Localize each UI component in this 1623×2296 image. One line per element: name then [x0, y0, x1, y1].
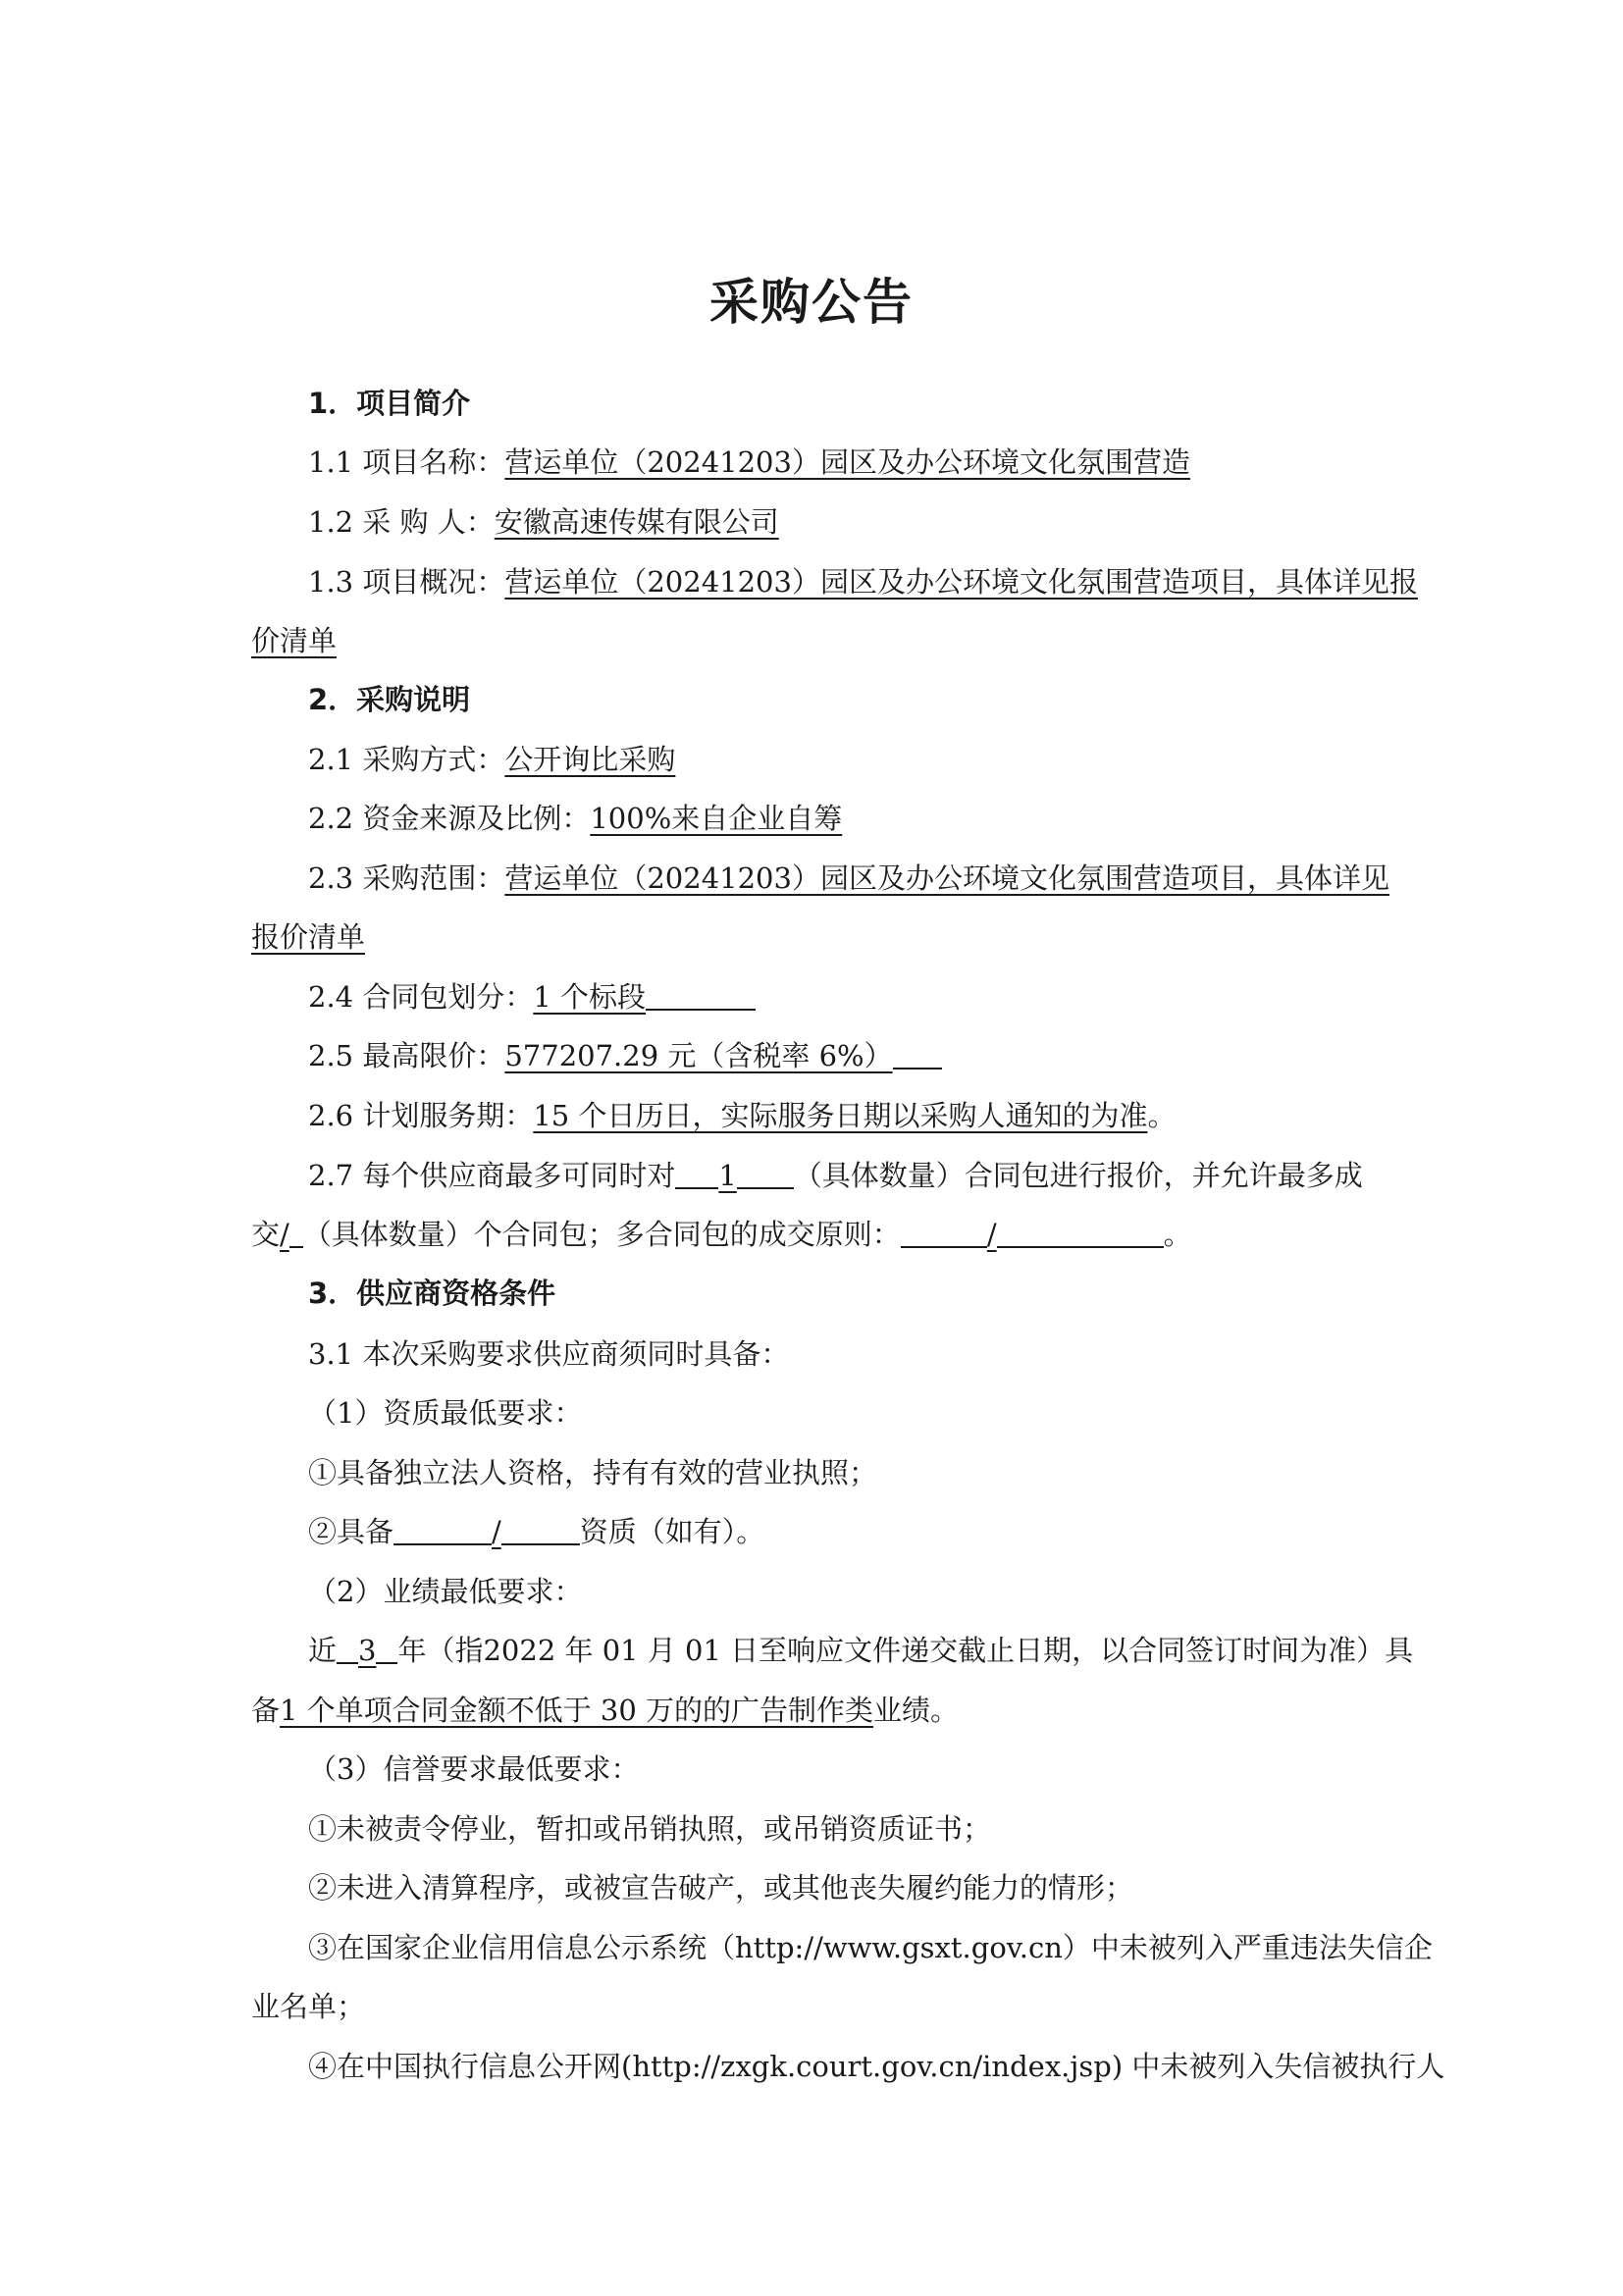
item-1-2-label: 1.2 采 购 人：	[308, 505, 495, 539]
item-1-3-continued	[251, 623, 337, 658]
item-1-1-label: 1.1 项目名称：	[308, 445, 505, 479]
item-2-2-label: 2.2 资金来源及比例：	[308, 802, 591, 835]
item-2-3-continued	[251, 919, 365, 955]
requirement-2-b-prefix: 备	[251, 1694, 281, 1727]
item-2-7-text-e: （具体数量）个合同包；多合同包的成交原则：	[302, 1218, 901, 1251]
procurement-scope-value-b: 报价清单	[251, 920, 366, 954]
blank-underline	[393, 1516, 492, 1545]
requirement-1-heading: （1）资质最低要求：	[308, 1396, 583, 1430]
blank-underline	[501, 1516, 580, 1545]
requirement-3-a: ①未被责令停业，暂扣或吊销执照，或吊销资质证书；	[308, 1812, 992, 1846]
requirement-2-heading: （2）业绩最低要求：	[308, 1575, 583, 1608]
blank-underline	[901, 1219, 987, 1248]
max-bid-packages-value: 1	[718, 1159, 737, 1192]
requirement-1-b-suffix: 资质（如有）。	[579, 1515, 765, 1548]
item-1-3	[308, 564, 1418, 600]
contract-package-value: 1 个标段	[533, 980, 647, 1014]
award-principle-value: /	[986, 1218, 997, 1251]
service-period-value: 15 个日历日，实际服务日期以采购人通知的为准	[533, 1099, 1148, 1132]
requirement-2-a-prefix: 近	[308, 1634, 338, 1667]
procurement-scope-value-a: 营运单位（20241203）园区及办公环境文化氛围营造项目，具体详见	[504, 861, 1389, 895]
item-1-2	[308, 504, 779, 540]
section-3-heading: 3．供应商资格条件	[308, 1277, 556, 1310]
requirement-2-b-suffix: 业绩。	[873, 1694, 960, 1727]
requirement-2-a	[308, 1633, 1413, 1668]
item-2-7	[308, 1158, 1363, 1193]
item-1-1	[308, 444, 1190, 480]
item-2-7-text-b: （具体数量）合同包进行报价，并允许最多成	[793, 1159, 1363, 1192]
item-2-7-continued	[251, 1217, 1192, 1252]
section-2-heading: 2．采购说明	[308, 683, 471, 716]
requirement-3-b: ②未进入清算程序，或被宣告破产，或其他丧失履约能力的情形；	[308, 1871, 1134, 1905]
item-2-6-tail: 。	[1147, 1099, 1177, 1132]
blank-underline	[376, 1635, 397, 1664]
max-price-value: 577207.29 元（含税率 6%）	[504, 1039, 893, 1072]
page-title: 采购公告	[709, 274, 914, 331]
item-2-3-label: 2.3 采购范围：	[308, 861, 505, 895]
requirement-1-b	[308, 1514, 764, 1549]
blank-underline	[289, 1219, 303, 1248]
item-2-4-label: 2.4 合同包划分：	[308, 980, 534, 1014]
item-1-3-label: 1.3 项目概况：	[308, 565, 505, 599]
requirement-1-b-prefix: ②具备	[308, 1515, 394, 1548]
project-overview-value-b: 价清单	[251, 624, 338, 657]
item-2-3	[308, 861, 1389, 896]
item-2-2	[308, 801, 842, 836]
requirement-2-a-text: 年（指2022 年 01 月 01 日至响应文件递交截止日期，以合同签订时间为准）具	[397, 1634, 1414, 1667]
blank-underline	[337, 1635, 358, 1664]
project-overview-value-a: 营运单位（20241203）园区及办公环境文化氛围营造项目，具体详见报	[504, 565, 1418, 599]
item-2-1-label: 2.1 采购方式：	[308, 743, 505, 776]
requirement-3-d: ④在中国执行信息公开网(http://zxgk.court.gov.cn/index.jsp) 中未被列入失信被执行人	[308, 2050, 1445, 2083]
project-name-value: 营运单位（20241203）园区及办公环境文化氛围营造	[504, 445, 1190, 479]
qualification-value: /	[492, 1515, 501, 1548]
item-2-4	[308, 979, 756, 1015]
item-2-5-label: 2.5 最高限价：	[308, 1039, 505, 1072]
fund-source-value: 100%来自企业自筹	[590, 802, 843, 835]
item-2-7-text-a: 2.7 每个供应商最多可同时对	[308, 1159, 676, 1192]
requirement-1-a: ①具备独立法人资格，持有有效的营业执照；	[308, 1456, 878, 1489]
item-2-1	[308, 742, 675, 777]
requirement-3-c-continued: 业名单；	[251, 1990, 366, 2023]
blank-underline	[737, 1160, 794, 1189]
item-2-6-label: 2.6 计划服务期：	[308, 1099, 534, 1132]
max-award-packages-value: /	[280, 1218, 289, 1251]
purchaser-value: 安徽高速传媒有限公司	[494, 505, 779, 539]
procurement-method-value: 公开询比采购	[504, 743, 676, 776]
performance-requirement-value: 1 个单项合同金额不低于 30 万的的广告制作类	[280, 1694, 874, 1727]
performance-years-value: 3	[358, 1634, 377, 1667]
item-2-5	[308, 1038, 942, 1073]
requirement-3-c: ③在国家企业信用信息公示系统（http://www.gsxt.gov.cn）中未被列入严重违法失信企	[308, 1931, 1433, 1964]
blank-underline	[646, 981, 756, 1011]
requirement-2-b	[251, 1693, 959, 1728]
blank-underline	[675, 1160, 718, 1189]
blank-underline	[893, 1040, 942, 1070]
blank-underline	[997, 1219, 1164, 1248]
item-2-7-text-g: 。	[1163, 1218, 1192, 1251]
item-2-6	[308, 1098, 1176, 1133]
section-1-heading: 1．项目简介	[308, 387, 471, 420]
requirement-3-heading: （3）信誉要求最低要求：	[308, 1752, 640, 1786]
item-2-7-text-c: 交	[251, 1218, 281, 1251]
item-3-1: 3.1 本次采购要求供应商须同时具备：	[308, 1337, 790, 1371]
